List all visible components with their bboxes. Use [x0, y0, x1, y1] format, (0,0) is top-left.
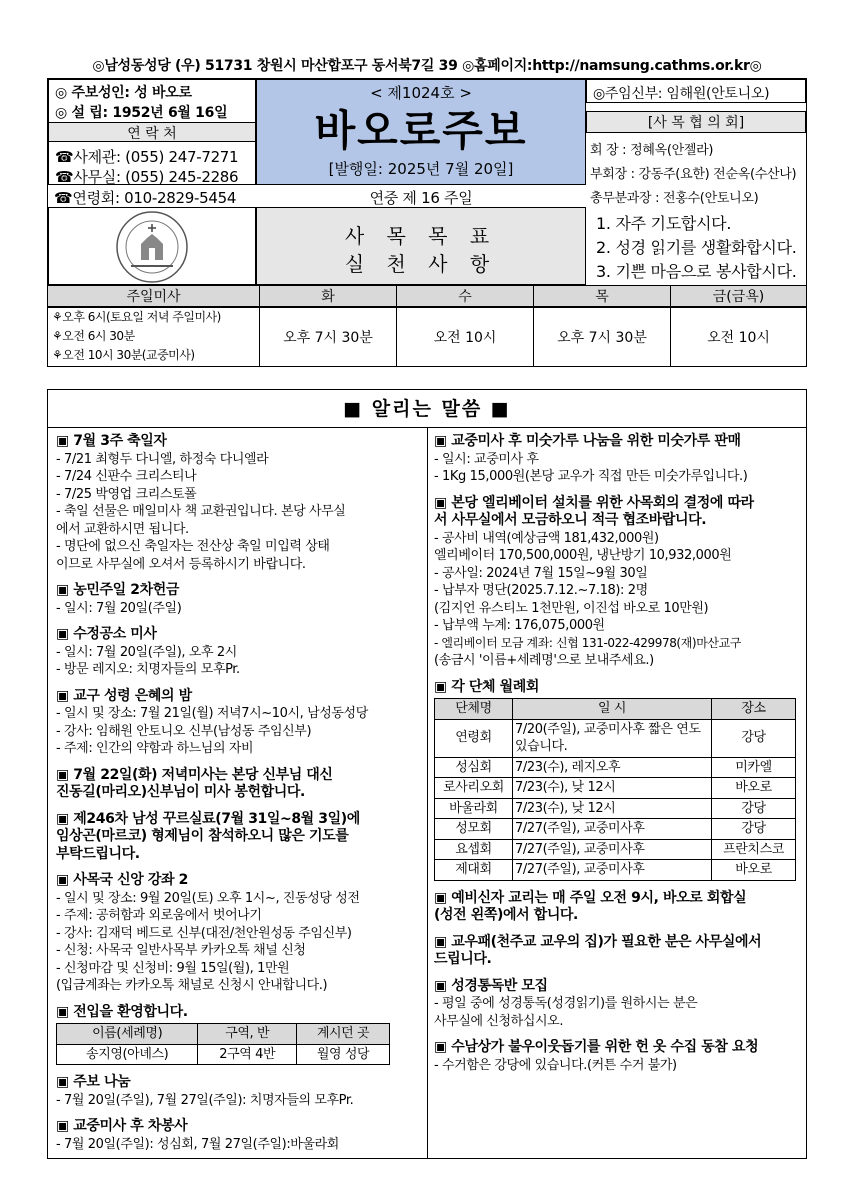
section-heading: ▣ 사목국 신앙 강좌 2	[56, 872, 188, 888]
section-heading: ▣ 전입을 환영합니다.	[56, 1003, 188, 1020]
notice-line: - 일시 및 장소: 9월 20일(토) 오후 1시~, 진동성당 성전	[56, 890, 360, 906]
welcome-cell: 월영 성당	[297, 1044, 390, 1065]
section-heading: ▣ 주보 나눔	[56, 1074, 131, 1090]
mass-header: 금(금욕)	[671, 286, 807, 307]
group-name: 요셉회	[435, 839, 513, 860]
mass-schedule-table	[47, 285, 807, 367]
notice-line: 드립니다.	[434, 951, 492, 967]
groups-table	[434, 698, 796, 881]
pastor-name: ◎주임신부: 임해원(안토니오)	[593, 86, 770, 102]
right-column	[434, 424, 800, 1074]
group-place: 강당	[712, 819, 796, 840]
liturgical-week: 연중 제 16 주일	[369, 189, 473, 207]
groups-header: 단체명	[435, 699, 513, 720]
group-time: 7/20(주일), 교중미사후 짧은 연도 있습니다.	[513, 719, 712, 757]
mass-header: 수	[397, 286, 534, 307]
welcome-cell: 송지영(아녜스)	[57, 1044, 198, 1065]
notice-line: - 납부액 누계: 176,075,000원	[434, 618, 605, 633]
notice-line: - 신청: 사목국 일반사목부 카카오톡 채널 신청	[56, 943, 306, 958]
group-name: 성모회	[435, 819, 513, 840]
notice-line: 부탁드립니다.	[56, 845, 140, 862]
phone-rectory: ☎사제관: (055) 247-7271	[55, 148, 239, 166]
section-heading: ▣ 교중미사 후 미숫가루 나눔을 위한 미숫가루 판매	[434, 433, 741, 449]
goals-title: 사 목 목 표	[344, 224, 498, 248]
notice-line: - 7/24 신판수 크리스티나	[56, 469, 197, 484]
notice-line: - 주제: 공허함과 외로움에서 벗어나기	[56, 908, 262, 923]
notice-line: (김지언 유스티노 1천만원, 이진섭 바오로 10만원)	[434, 600, 709, 616]
phone-funeral: ☎연령회: 010-2829-5454	[54, 189, 237, 207]
goal-item: 2. 성경 읽기를 생활화합시다.	[596, 238, 797, 257]
welcome-table	[56, 1023, 390, 1065]
notice-line: - 7/21 최형두 다니엘, 하정숙 다니엘라	[56, 451, 269, 467]
group-time: 7/23(수), 낮 12시	[513, 798, 712, 819]
notice-line: 사무실에 신청하십시오.	[434, 1013, 564, 1029]
bulletin-title-box	[256, 79, 586, 185]
notice-line: - 7월 20일(주일): 성심회, 7월 27일(주일):바울라회	[56, 1136, 339, 1152]
notice-line: (성전 왼쪽)에서 합니다.	[434, 907, 578, 923]
sunday-mass: ⚘오후 6시(토요일 저녁 주일미사)	[52, 310, 221, 324]
notice-line: - 평일 중에 성경통독(성경읽기)를 원하시는 분은	[434, 996, 698, 1011]
group-name: 성심회	[435, 757, 513, 778]
notice-line: - 일시: 7월 20일(주일), 오후 2시	[56, 644, 237, 660]
contact-label: 연 락 처	[49, 122, 255, 142]
notice-line: - 일시: 7월 20일(주일)	[56, 600, 182, 616]
section-heading: ▣ 교우패(천주교 교우의 집)가 필요한 분은 사무실에서	[434, 933, 762, 950]
group-place: 강당	[712, 719, 796, 757]
council-vice-president: 부회장 : 강동주(요한) 전순옥(수산나)	[590, 167, 797, 182]
section-heading: ▣ 본당 엘리베이터 설치를 위한 사목회의 결정에 따라	[434, 494, 754, 511]
group-time: 7/27(주일), 교중미사후	[513, 819, 712, 840]
friday-mass: 오전 10시	[671, 307, 807, 367]
welcome-header: 계시던 곳	[297, 1024, 390, 1045]
group-time: 7/27(주일), 교중미사후	[513, 860, 712, 881]
section-heading: ▣ 각 단체 월례회	[434, 678, 539, 695]
section-heading: ▣ 교중미사 후 차봉사	[56, 1118, 188, 1134]
notice-line: - 공사일: 2024년 7월 15일~9월 30일	[434, 565, 648, 581]
group-name: 로사리오회	[435, 778, 513, 799]
notice-line: - 주제: 인간의 약함과 하느님의 자비	[56, 741, 254, 756]
pastor-box	[586, 79, 806, 103]
notice-line: - 엘리베이터 모금 계좌: 신협 131-022-429978(재)마산교구	[434, 635, 741, 650]
notice-line: (송금시 '이름+세례명'으로 보내주세요.)	[434, 653, 654, 668]
header-address-line: ◎남성동성당 (우) 51731 창원시 마산합포구 동서북7길 39 ◎홈페이지:http://namsung.cathms.or.kr◎	[92, 58, 762, 74]
mass-header: 주일미사	[48, 286, 260, 307]
sunday-mass: ⚘오전 6시 30분	[52, 329, 135, 343]
seal-box	[48, 207, 256, 285]
council-secretary: 총무분과장 : 전홍수(안토니오)	[590, 191, 759, 206]
notice-line: 진동길(마리오)신부님이 미사 봉헌합니다.	[56, 784, 305, 800]
founded-date: ◎ 설 립: 1952년 6월 16일	[55, 105, 228, 121]
groups-header: 일 시	[513, 699, 712, 720]
notice-line: (입금계좌는 카카오톡 채널로 신청시 안내합니다.)	[56, 978, 328, 993]
notice-line: - 7/25 박영업 크리스토폴	[56, 486, 197, 502]
sunday-mass: ⚘오전 10시 30분(교중미사)	[52, 348, 195, 362]
welcome-cell: 2구역 4반	[198, 1044, 297, 1065]
issue-number: < 제1024호 >	[370, 84, 472, 102]
welcome-header: 이름(세례명)	[57, 1024, 198, 1045]
goals-title-box	[256, 207, 586, 285]
section-heading: ▣ 예비신자 교리는 매 주일 오전 9시, 바오로 회합실	[434, 889, 747, 906]
group-place: 프란치스코	[712, 839, 796, 860]
groups-header: 장소	[712, 699, 796, 720]
group-name: 제대회	[435, 860, 513, 881]
welcome-header: 구역, 반	[198, 1024, 297, 1045]
group-time: 7/27(주일), 교중미사후	[513, 839, 712, 860]
notice-line: - 일시 및 장소: 7월 21일(월) 저녁7시~10시, 남성동성당	[56, 706, 368, 721]
group-place: 강당	[712, 798, 796, 819]
group-name: 연령회	[435, 719, 513, 757]
notice-line: 에서 교환하시면 됩니다.	[56, 521, 189, 537]
notice-line: - 납부자 명단(2025.7.12.~7.18): 2명	[434, 583, 648, 598]
notice-line: - 명단에 없으신 축일자는 전산상 축일 미입력 상태	[56, 539, 330, 554]
council-label: [사 목 협 의 회]	[586, 111, 806, 133]
notices-title: ■ 알리는 말씀 ■	[48, 390, 806, 428]
mass-header: 화	[260, 286, 397, 307]
notice-line: - 7월 20일(주일), 7월 27일(주일): 치명자들의 모후Pr.	[56, 1092, 354, 1108]
group-place: 바오로	[712, 860, 796, 881]
notice-line: - 수거함은 강당에 있습니다.(커튼 수거 불가)	[434, 1057, 677, 1073]
publish-date: [발행일: 2025년 7월 20일]	[328, 160, 514, 178]
notices-box	[47, 389, 807, 1159]
mass-header: 목	[534, 286, 671, 307]
council-president: 회 장 : 정혜옥(안젤라)	[590, 143, 714, 158]
group-place: 바오로	[712, 778, 796, 799]
section-heading: ▣ 수정공소 미사	[56, 626, 157, 642]
notice-line: - 공사비 내역(예상금액 181,432,000원)	[434, 530, 659, 546]
bulletin-title: 바오로주보	[314, 106, 528, 155]
group-time: 7/23(수), 낮 12시	[513, 778, 712, 799]
group-place: 미카엘	[712, 757, 796, 778]
left-column	[56, 424, 422, 1153]
column-divider	[427, 428, 428, 1158]
notice-line: - 방문 레지오: 치명자들의 모후Pr.	[56, 662, 240, 677]
parish-seal-icon	[113, 210, 191, 284]
sunday-mass-times	[48, 307, 260, 367]
notice-line: - 1Kg 15,000원(본당 교우가 직접 만든 미숫가루입니다.)	[434, 469, 748, 484]
notice-line: 임상곤(마르코) 형제님이 참석하오니 많은 기도를	[56, 828, 349, 844]
goal-item: 1. 자주 기도합시다.	[596, 214, 732, 233]
section-heading: ▣ 교구 성령 은혜의 밤	[56, 687, 192, 704]
practice-title: 실 천 사 항	[344, 252, 498, 276]
notice-line: 이므로 사무실에 오셔서 등록하시기 바랍니다.	[56, 556, 306, 572]
patron-saint: ◎ 주보성인: 성 바오로	[55, 85, 192, 101]
goal-item: 3. 기쁜 마음으로 봉사합시다.	[596, 262, 797, 281]
notice-line: - 축일 선물은 매일미사 책 교환권입니다. 본당 사무실	[56, 504, 346, 519]
section-heading: ▣ 수남상가 불우이웃돕기를 위한 헌 옷 수집 동참 요청	[434, 1039, 759, 1055]
notice-line: - 강사: 임해원 안토니오 신부(남성동 주임신부)	[56, 723, 312, 739]
tuesday-mass: 오후 7시 30분	[260, 307, 397, 367]
section-heading: ▣ 7월 22일(화) 저녁미사는 본당 신부님 대신	[56, 766, 333, 783]
phone-office: ☎사무실: (055) 245-2286	[55, 168, 239, 186]
group-time: 7/23(수), 레지오후	[513, 757, 712, 778]
notice-line: 서 사무실에서 모금하오니 적극 협조바랍니다.	[434, 512, 707, 528]
notice-line: - 일시: 교중미사 후	[434, 451, 539, 467]
section-heading: ▣ 농민주일 2차헌금	[56, 582, 179, 598]
notice-line: 엘리베이터 170,500,000원, 냉난방기 10,932,000원	[434, 548, 732, 563]
wednesday-mass: 오전 10시	[397, 307, 534, 367]
section-heading: ▣ 7월 3주 축일자	[56, 433, 167, 449]
notice-line: - 강사: 김재덕 베드로 신부(대전/천안원성동 주임신부)	[56, 925, 352, 941]
thursday-mass: 오후 7시 30분	[534, 307, 671, 367]
notice-line: - 신청마감 및 신청비: 9월 15일(월), 1만원	[56, 960, 290, 976]
section-heading: ▣ 성경통독반 모집	[434, 977, 548, 994]
bulletin-header	[47, 78, 807, 308]
group-name: 바울라회	[435, 798, 513, 819]
parish-info	[48, 79, 256, 185]
section-heading: ▣ 제246차 남성 꾸르실료(7월 31일~8월 3일)에	[56, 810, 360, 827]
